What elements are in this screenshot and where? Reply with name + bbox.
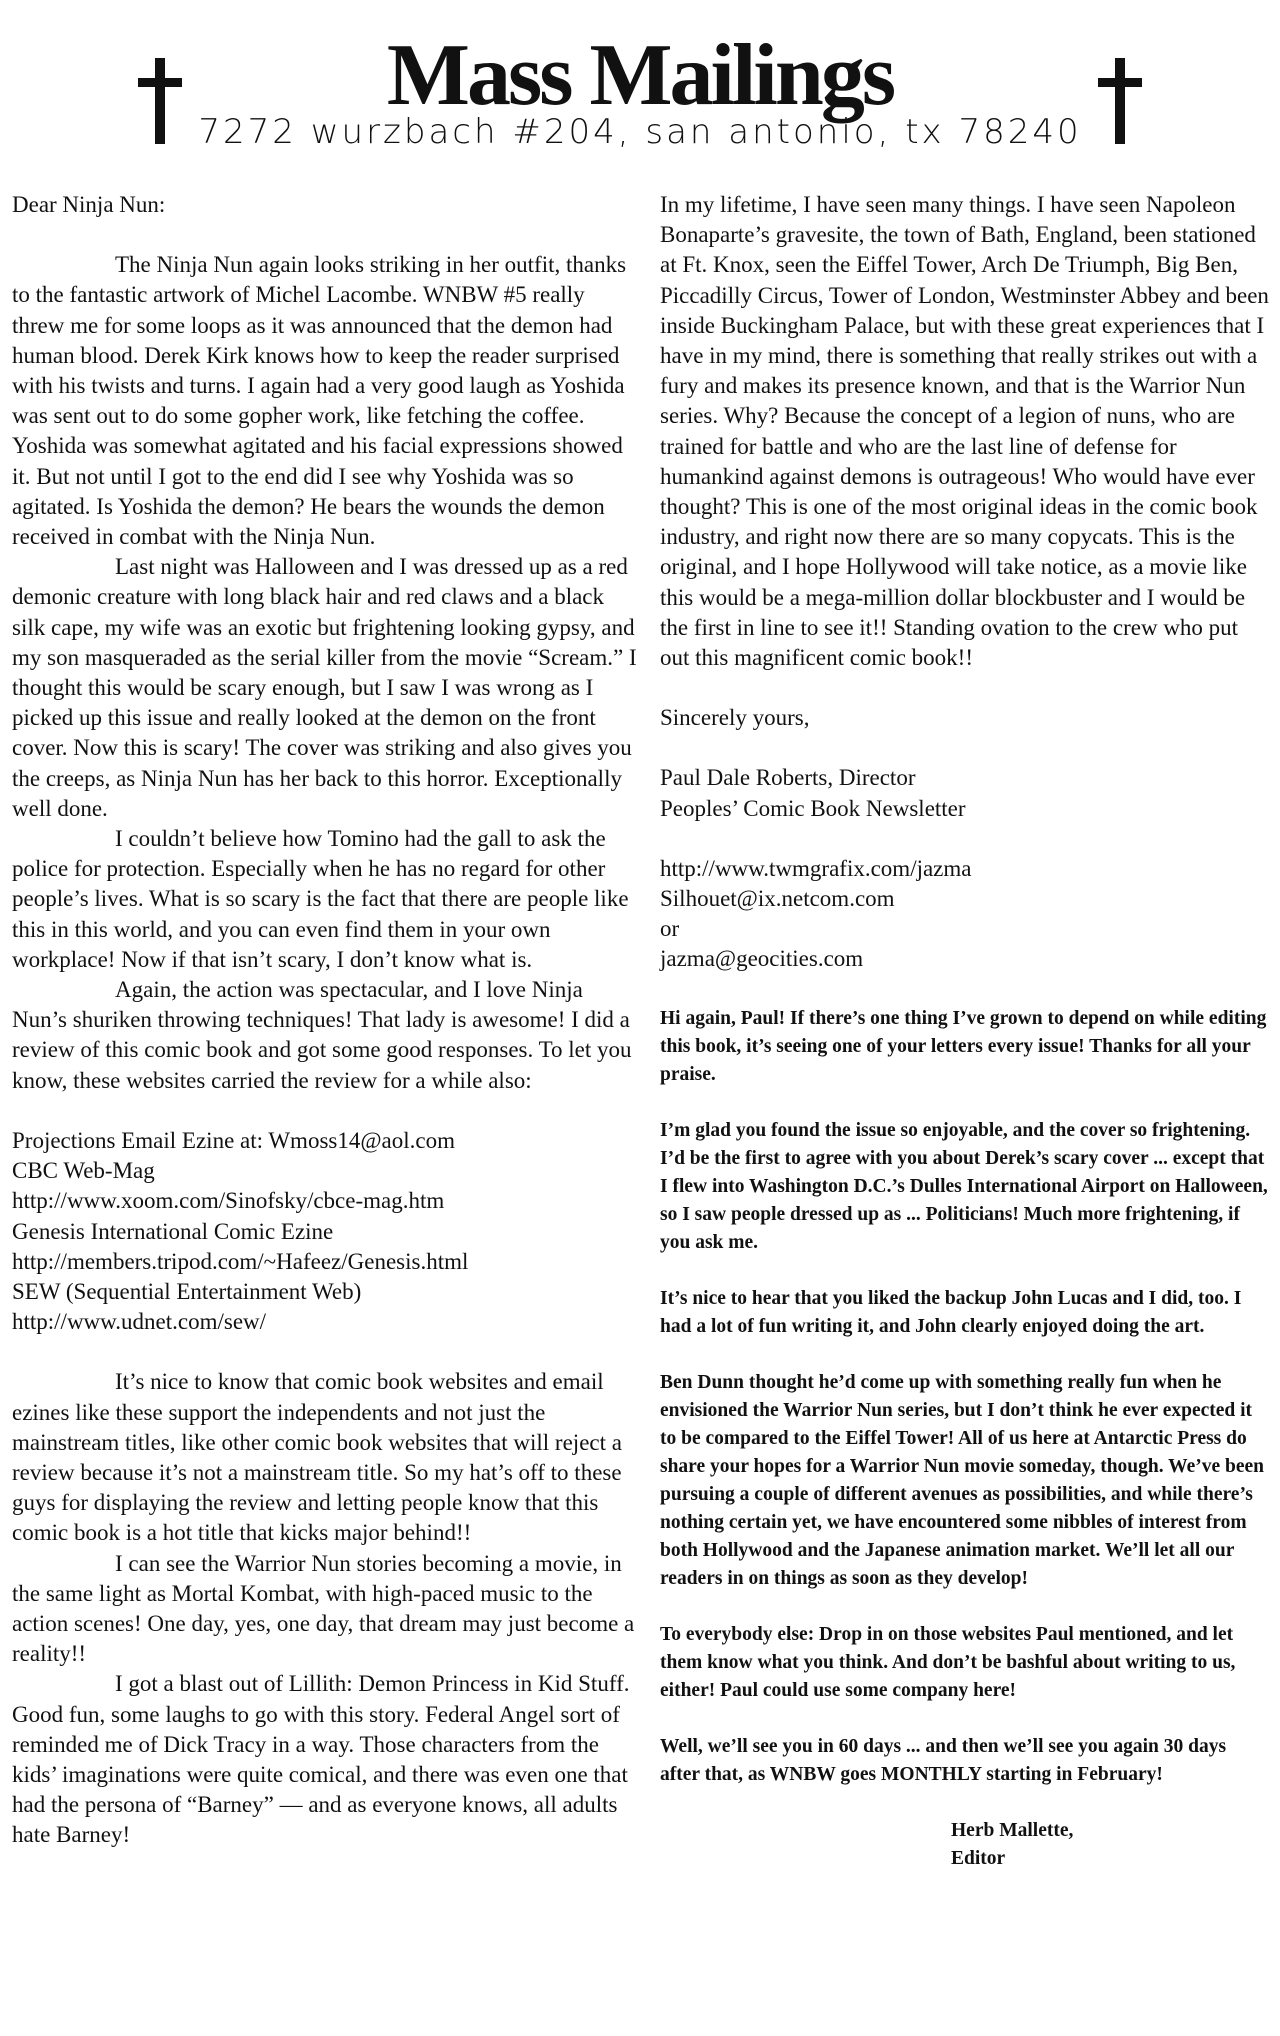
reply-paragraph: It’s nice to hear that you liked the backup John Lucas and I did, too. I had a lot of fun writing it, and John clearly enjoyed doing the art. [660, 1287, 1242, 1337]
reply-paragraph: Ben Dunn thought he’d come up with something really fun when he envisioned the Warrior Nun series, but I don’t think he ever expected it to be compared to the Eiffel Tower! All of us here at Antarctic Press do share your hopes for a Warrior Nun movie someday, though. We’ve been pursuing a couple of different avenues as possibilities, and while there’s nothing certain yet, we have encountered some nibbles of interest from both Hollywood and the Japanese animation market. We’ll let all our readers in on things as soon as they develop! [660, 1371, 1264, 1589]
left-column [12, 190, 642, 1851]
letter-paragraph: I couldn’t believe how Tomino had the gall to ask the police for protection. Especially when he has no regard for other people’s lives. What is so scary is the fact that there are people like this in this world, and you can even find them in your own workplace! Now if that isn’t scary, I don’t know what is. [12, 826, 629, 972]
right-column [660, 190, 1270, 1873]
letter-paragraph: It’s nice to know that comic book websites and email ezines like these support the independents and not just the mainstream titles, like other comic book websites that will reject a review because it’s not a mainstream title. So my hat’s off to these guys for displaying the review and letting people know that this comic book is a hot title that kicks major behind!! [12, 1369, 622, 1546]
reply-paragraph: To everybody else: Drop in on those websites Paul mentioned, and let them know what you think. And don’t be bashful about writing to us, either! Paul could use some company here! [660, 1623, 1236, 1701]
reply-paragraph: Well, we’ll see you in 60 days ... and then we’ll see you again 30 days after that, as WNBW goes MONTHLY starting in February! [660, 1735, 1227, 1785]
reply-paragraph: I’m glad you found the issue so enjoyable, and the cover so frightening. I’d be the first to agree with you about Derek’s scary cover ... except that I flew into Washington D.C.’s Dulles International Airport on Halloween, so I saw people dressed up as ... Politicians! Much more frightening, if you ask me. [660, 1119, 1268, 1253]
closing: Sincerely yours, [660, 705, 810, 731]
letter-paragraph: Again, the action was spectacular, and I love Ninja Nun’s shuriken throwing techniques! That lady is awesome! I did a review of this comic book and got some good responses. To let you know, these websites carried the review for a while also: [12, 977, 632, 1093]
letter-paragraph: The Ninja Nun again looks striking in her outfit, thanks to the fantastic artwork of Michel Lacombe. WNBW #5 really threw me for some loops as it was announced that the demon had human blood. Derek Kirk knows how to keep the reader surprised with his twists and turns. I again had a very good laugh as Yoshida was sent out to do some gopher work, like fetching the coffee. Yoshida was somewhat agitated and his facial expressions showed it. But not until I got to the end did I see why Yoshida was so agitated. Is Yoshida the demon? He bears the wounds the demon received in combat with the Ninja Nun. [12, 252, 627, 550]
letter-paragraph: In my lifetime, I have seen many things. I have seen Napoleon Bonaparte’s gravesite, the town of Bath, England, been stationed at Ft. Knox, seen the Eiffel Tower, Arch De Triumph, Big Ben, Piccadilly Circus, Tower of London, Westminster Abbey and been inside Buckingham Palace, but with these great experiences that I have in my mind, there is something that really strikes out with a fury and makes its presence known, and that is the Warrior Nun series. Why? Because the concept of a legion of nuns, who are trained for battle and who are the last line of defense for humankind against demons is outrageous! Who would have ever thought? This is one of the most original ideas in the comic book industry, and right now there are so many copycats. This is the original, and I hope Hollywood will take notice, as a movie like this would be a mega-million dollar blockbuster and I would be the first in line to see it!! Standing ovation to the crew who put out this magnificent comic book!! [660, 192, 1269, 671]
editor-name: Herb Mallette, [951, 1819, 1074, 1841]
letter-paragraph: I can see the Warrior Nun stories becoming a movie, in the same light as Mortal Kombat, with high-paced music to the action scenes! One day, yes, one day, that dream may just become a reality!! [12, 1550, 635, 1667]
editor-title: Editor [951, 1847, 1006, 1869]
website-list [12, 1126, 642, 1337]
editor-reply [660, 1005, 1270, 1873]
reply-paragraph: Hi again, Paul! If there’s one thing I’ve grown to depend on while editing this book, it’s seeing one of your letters every issue! Thanks for all your praise. [660, 1007, 1267, 1085]
list-item: Genesis International Comic Ezine [12, 1218, 334, 1244]
contact-line: or [660, 916, 680, 942]
salutation: Dear Ninja Nun: [12, 192, 166, 217]
list-item: SEW (Sequential Entertainment Web) [12, 1278, 362, 1304]
contact-line: Silhouet@ix.netcom.com [660, 886, 895, 912]
contact-line: http://www.twmgrafix.com/jazma [660, 855, 972, 881]
list-item: Projections Email Ezine at: Wmoss14@aol.com [12, 1127, 455, 1153]
contact-line: jazma@geocities.com [660, 946, 864, 972]
signature-name: Paul Dale Roberts, Director [660, 765, 916, 791]
list-item: http://members.tripod.com/~Hafeez/Genesis.html [12, 1248, 469, 1274]
letter-paragraph: I got a blast out of Lillith: Demon Princess in Kid Stuff. Good fun, some laughs to go with this story. Federal Angel sort of reminded me of Dick Tracy in a way. Those characters from the kids’ imaginations were quite comical, and there was even one that had the persona of “Barney” — and as everyone knows, all adults hate Barney! [12, 1671, 630, 1848]
list-item: http://www.xoom.com/Sinofsky/cbce-mag.htm [12, 1188, 445, 1214]
letter-paragraph: Last night was Halloween and I was dressed up as a red demonic creature with long black hair and red claws and a black silk cape, my wife was an exotic but frightening looking gypsy, and my son masqueraded as the serial killer from the movie “Scream.” I thought this would be scary enough, but I saw I was wrong as I picked up this issue and really looked at the demon on the front cover. Now this is scary! The cover was striking and also gives you the creeps, as Ninja Nun has her back to this horror. Exceptionally well done. [12, 554, 637, 821]
list-item: http://www.udnet.com/sew/ [12, 1309, 267, 1335]
mailing-address: 7272 wurzbach #204, san antonio, tx 78240 [198, 112, 1082, 152]
list-item: CBC Web-Mag [12, 1158, 155, 1184]
page-title: Mass Mailings [386, 27, 894, 124]
cross-icon [1115, 58, 1125, 144]
signature-org: Peoples’ Comic Book Newsletter [660, 795, 966, 821]
page-header [0, 0, 1280, 150]
